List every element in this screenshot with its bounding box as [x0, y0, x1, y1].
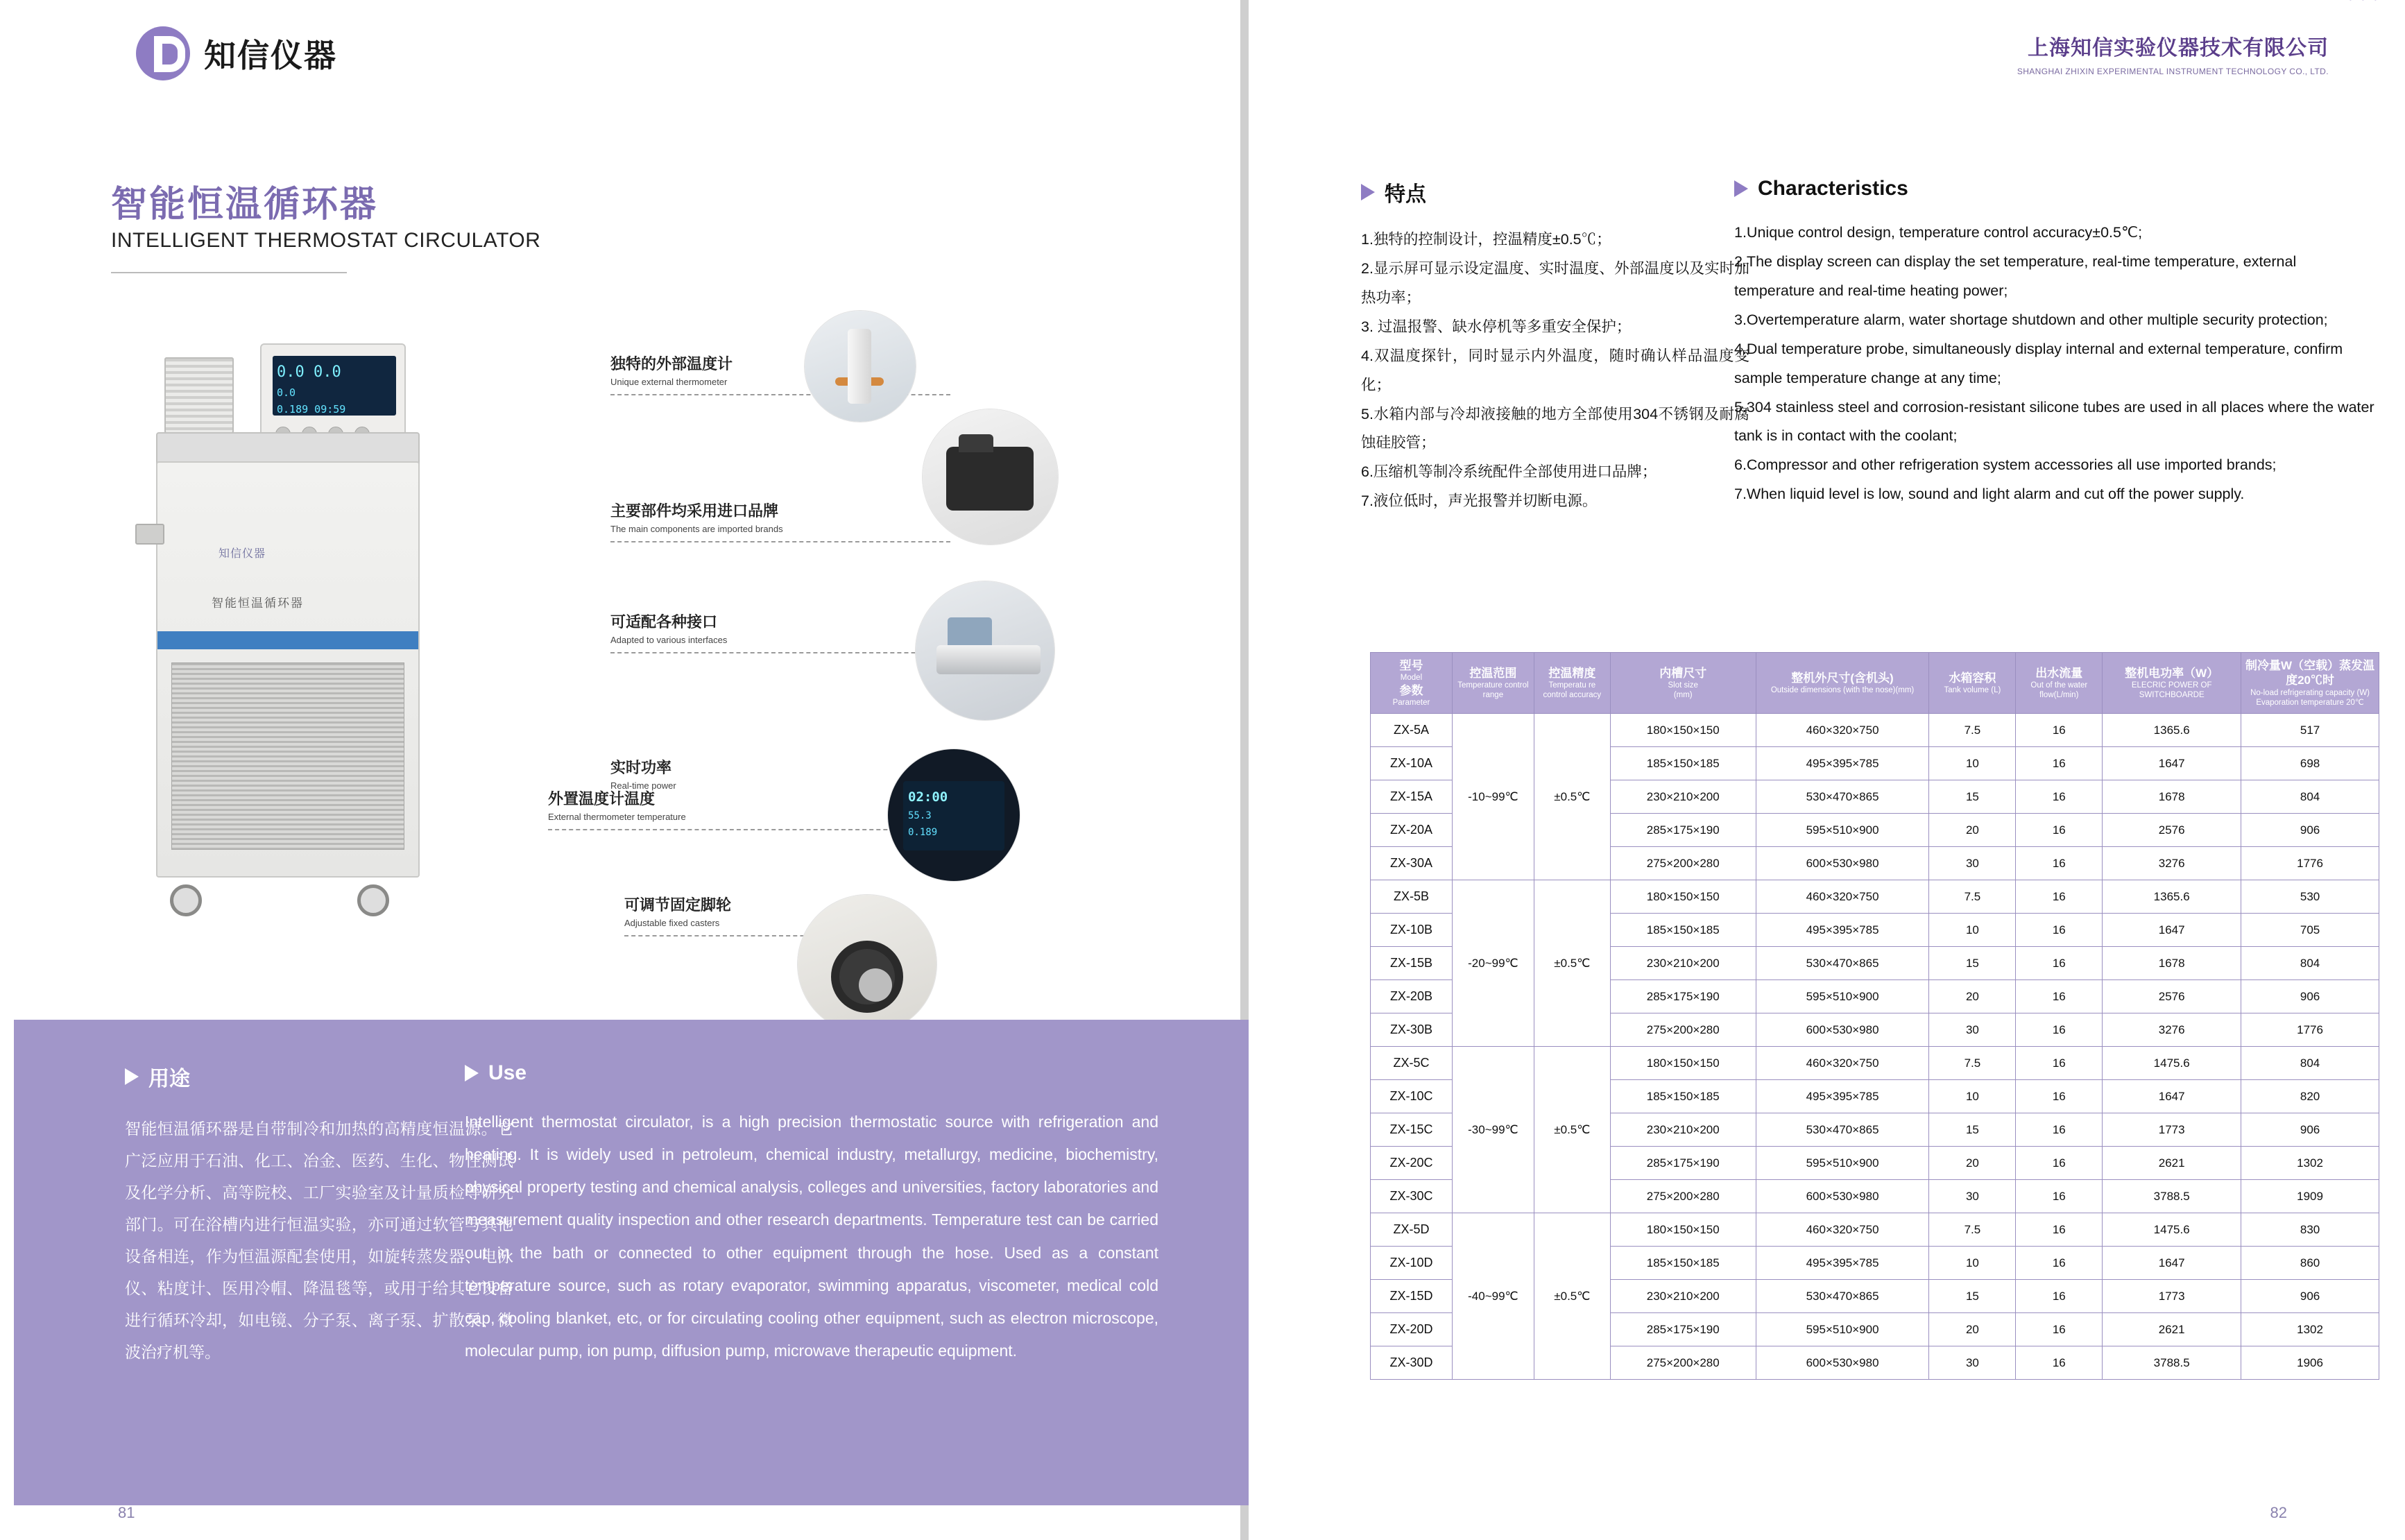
- cell-cooling-capacity: 698: [2241, 747, 2379, 780]
- list-item: 7.液位低时，声光报警并切断电源。: [1361, 493, 1598, 510]
- cell-slot-size: 180×150×150: [1610, 714, 1756, 747]
- cell-cooling-capacity: 906: [2241, 814, 2379, 847]
- cell-accuracy: ±0.5℃: [1534, 1047, 1610, 1213]
- cell-model: ZX-10D: [1371, 1247, 1453, 1280]
- list-item: 1.Unique control design, temperature control accuracy±0.5℃;: [1734, 224, 2143, 241]
- use-column-cn: [125, 1061, 513, 1368]
- cell-outside-dimensions: 460×320×750: [1756, 714, 1929, 747]
- cell-outside-dimensions: 595×510×900: [1756, 1147, 1929, 1180]
- features-cn-heading-label: 特点: [1385, 183, 1426, 206]
- company-name-cn: 上海知信实验仪器技术有限公司: [2028, 37, 2329, 60]
- product-illustration: [128, 316, 461, 926]
- features-en-heading: [1734, 177, 2393, 200]
- cell-tank-volume: 30: [1929, 1180, 2016, 1213]
- cell-water-flow: 16: [2016, 714, 2103, 747]
- cell-water-flow: 16: [2016, 1247, 2103, 1280]
- list-item: 2.The display screen can display the set temperature, real-time temperature, external: [1734, 253, 2297, 270]
- col-flow: [2016, 653, 2103, 714]
- list-item: tank is in contact with the coolant;: [1734, 427, 1958, 445]
- page-number-right: 82: [2270, 1504, 2287, 1521]
- cell-tank-volume: 10: [1929, 1080, 2016, 1113]
- cell-slot-size: 275×200×280: [1610, 1013, 1756, 1047]
- cell-water-flow: 16: [2016, 1313, 2103, 1346]
- cell-water-flow: 16: [2016, 1047, 2103, 1080]
- corner-decoration: [2322, 0, 2405, 83]
- cell-model: ZX-15B: [1371, 947, 1453, 980]
- cell-tank-volume: 20: [1929, 1313, 2016, 1346]
- cell-model: ZX-20D: [1371, 1313, 1453, 1346]
- cell-slot-size: 230×210×200: [1610, 1280, 1756, 1313]
- cell-electric-power: 1475.6: [2103, 1213, 2241, 1247]
- cell-outside-dimensions: 495×395×785: [1756, 747, 1929, 780]
- cell-water-flow: 16: [2016, 980, 2103, 1013]
- cell-model: ZX-20C: [1371, 1147, 1453, 1180]
- photo-interfaces: [916, 581, 1054, 720]
- cell-outside-dimensions: 595×510×900: [1756, 1313, 1929, 1346]
- cell-outside-dimensions: 495×395×785: [1756, 914, 1929, 947]
- callout-label-cn: 独特的外部温度计: [610, 355, 733, 373]
- col-accuracy-cn: 控温精度: [1548, 666, 1596, 680]
- callout-label-cn: 主要部件均采用进口品牌: [610, 502, 779, 520]
- cell-model: ZX-10A: [1371, 747, 1453, 780]
- cell-water-flow: 16: [2016, 1280, 2103, 1313]
- triangle-bullet-icon: [465, 1065, 479, 1081]
- cell-water-flow: 16: [2016, 947, 2103, 980]
- callout-leader-line: [624, 935, 832, 936]
- col-tank-cn: 水箱容积: [1949, 671, 1996, 685]
- cell-electric-power: 1647: [2103, 747, 2241, 780]
- photo-display-screen: [888, 749, 1020, 881]
- col-cooling-cn: 制冷量W（空载）蒸发温度20℃时: [2245, 659, 2375, 687]
- cell-tank-volume: 7.5: [1929, 1047, 2016, 1080]
- cell-tank-volume: 15: [1929, 947, 2016, 980]
- cell-outside-dimensions: 530×470×865: [1756, 1280, 1929, 1313]
- cell-tank-volume: 10: [1929, 747, 2016, 780]
- cell-model: ZX-30C: [1371, 1180, 1453, 1213]
- list-item: temperature and real-time heating power;: [1734, 282, 2008, 299]
- cell-slot-size: 180×150×150: [1610, 1047, 1756, 1080]
- cell-model: ZX-5D: [1371, 1213, 1453, 1247]
- cell-water-flow: 16: [2016, 1147, 2103, 1180]
- photo-caster: [798, 895, 936, 1034]
- table-header-row: [1371, 653, 2379, 714]
- table-header: [1371, 653, 2379, 714]
- cell-electric-power: 2621: [2103, 1313, 2241, 1346]
- cell-cooling-capacity: 1776: [2241, 847, 2379, 880]
- callout-label-en: Adapted to various interfaces: [610, 635, 728, 645]
- cell-slot-size: 275×200×280: [1610, 1180, 1756, 1213]
- callout-realtime-power: [610, 756, 676, 791]
- features-en: [1734, 177, 2393, 509]
- cell-tank-volume: 30: [1929, 1013, 2016, 1047]
- col-model-cn: 型号: [1399, 659, 1423, 672]
- cell-outside-dimensions: 460×320×750: [1756, 1047, 1929, 1080]
- callout-interfaces: [610, 610, 950, 653]
- callout-label-en: Real-time power: [610, 780, 676, 791]
- cell-water-flow: 16: [2016, 1080, 2103, 1113]
- table-row: [1371, 880, 2379, 914]
- company-name-en: SHANGHAI ZHIXIN EXPERIMENTAL INSTRUMENT TECHNOLOGY CO., LTD.: [2017, 67, 2329, 76]
- col-cooling: [2241, 653, 2379, 714]
- cell-cooling-capacity: 705: [2241, 914, 2379, 947]
- callout-label-en: The main components are imported brands: [610, 524, 783, 534]
- use-heading-en: [465, 1061, 1158, 1085]
- col-range: [1452, 653, 1534, 714]
- cell-electric-power: 1773: [2103, 1280, 2241, 1313]
- brand-logo: [136, 26, 337, 80]
- cell-electric-power: 1678: [2103, 947, 2241, 980]
- photo-external-thermometer: [805, 311, 916, 422]
- cell-tank-volume: 30: [1929, 1346, 2016, 1380]
- callout-leader-line: [610, 541, 950, 542]
- callout-casters: [624, 893, 832, 936]
- cell-electric-power: 1647: [2103, 1247, 2241, 1280]
- cell-cooling-capacity: 517: [2241, 714, 2379, 747]
- col-tank-en: Tank volume (L): [1944, 686, 2001, 695]
- use-heading-cn-label: 用途: [148, 1068, 190, 1090]
- list-item: 5.水箱内部与冷却液接触的地方全部使用304不锈钢及耐腐蚀硅胶管；: [1361, 405, 1749, 452]
- cell-slot-size: 285×175×190: [1610, 980, 1756, 1013]
- features-en-heading-label: Characteristics: [1758, 177, 1908, 200]
- cell-cooling-capacity: 530: [2241, 880, 2379, 914]
- product-brand-label: 知信仪器: [219, 548, 266, 560]
- cell-electric-power: 3788.5: [2103, 1180, 2241, 1213]
- cell-model: ZX-20B: [1371, 980, 1453, 1013]
- cell-electric-power: 1475.6: [2103, 1047, 2241, 1080]
- cell-tank-volume: 15: [1929, 780, 2016, 814]
- cell-model: ZX-5A: [1371, 714, 1453, 747]
- cell-slot-size: 185×150×185: [1610, 1247, 1756, 1280]
- callout-leader-line: [610, 652, 950, 653]
- specification-table: [1370, 652, 2379, 1380]
- callout-label-cn: 实时功率: [610, 759, 672, 776]
- cell-tank-volume: 15: [1929, 1280, 2016, 1313]
- photo-compressor: [923, 409, 1058, 545]
- cell-electric-power: 1365.6: [2103, 714, 2241, 747]
- cell-tank-volume: 7.5: [1929, 714, 2016, 747]
- product-grill: [171, 662, 404, 850]
- list-item: 3.Overtemperature alarm, water shortage shutdown and other multiple security protection;: [1734, 311, 2328, 328]
- display-line-3: 0.189 09:59: [277, 403, 346, 416]
- list-item: 7.When liquid level is low, sound and light alarm and cut off the power supply.: [1734, 486, 2245, 503]
- col-flow-en: Out of the water flow(L/min): [2030, 681, 2088, 700]
- cell-model: ZX-15C: [1371, 1113, 1453, 1147]
- triangle-bullet-icon: [1361, 184, 1375, 200]
- cell-cooling-capacity: 906: [2241, 1113, 2379, 1147]
- col-model-cn2: 参数: [1399, 683, 1423, 697]
- cell-cooling-capacity: 860: [2241, 1247, 2379, 1280]
- cell-slot-size: 185×150×185: [1610, 747, 1756, 780]
- cell-electric-power: 2621: [2103, 1147, 2241, 1180]
- cell-cooling-capacity: 830: [2241, 1213, 2379, 1247]
- cell-model: ZX-30B: [1371, 1013, 1453, 1047]
- display-line-2: 0.0: [277, 386, 296, 400]
- cell-water-flow: 16: [2016, 1346, 2103, 1380]
- list-item: sample temperature change at any time;: [1734, 369, 2001, 386]
- thermo-line-3: 0.189: [908, 827, 938, 839]
- brand-name: 知信仪器: [204, 37, 337, 74]
- product-panel-label: 智能恒温循环器: [212, 597, 304, 610]
- cell-cooling-capacity: 906: [2241, 1280, 2379, 1313]
- use-heading-en-label: Use: [488, 1061, 527, 1084]
- cell-cooling-capacity: 1776: [2241, 1013, 2379, 1047]
- col-model: [1371, 653, 1453, 714]
- cell-temperature-range: -20~99℃: [1452, 880, 1534, 1047]
- cell-temperature-range: -10~99℃: [1452, 714, 1534, 880]
- cell-outside-dimensions: 530×470×865: [1756, 947, 1929, 980]
- product-blue-stripe: [157, 631, 418, 649]
- cell-cooling-capacity: 804: [2241, 780, 2379, 814]
- cell-outside-dimensions: 600×530×980: [1756, 847, 1929, 880]
- cell-electric-power: 3788.5: [2103, 1346, 2241, 1380]
- cell-water-flow: 16: [2016, 780, 2103, 814]
- cell-electric-power: 1365.6: [2103, 880, 2241, 914]
- col-outside-cn: 整机外尺寸(含机头): [1791, 671, 1894, 685]
- list-item: 4.双温度探针，同时显示内外温度，随时确认样品温度变化；: [1361, 347, 1749, 393]
- col-slot: [1610, 653, 1756, 714]
- col-model-en2: Parameter: [1392, 698, 1430, 707]
- use-body-cn: 智能恒温循环器是自带制冷和加热的高精度恒温源。它广泛应用于石油、化工、冶金、医药、生化、物性测试及化学分析、高等院校、工厂实验室及计量质检等研究部门。可在浴槽内进行恒温实验，亦可通过软管与其他设备相连，作为恒温源配套使用，如旋转蒸发器、电泳仪、粘度计、医用冷帽、降温毯等，或用于给其它设备进行循环冷却，如电镜、分子泵、离子泵、扩散泵、微波治疗机等。: [125, 1120, 513, 1361]
- col-slot-en: Slot size (mm): [1668, 681, 1698, 700]
- col-cooling-en: No-load refrigerating capacity (W) Evaporation temperature 20℃: [2250, 688, 2370, 707]
- cell-outside-dimensions: 530×470×865: [1756, 1113, 1929, 1147]
- cell-model: ZX-15D: [1371, 1280, 1453, 1313]
- cell-model: ZX-15A: [1371, 780, 1453, 814]
- use-section: [14, 1020, 1263, 1505]
- cell-model: ZX-30A: [1371, 847, 1453, 880]
- product-outlet-pipe: [135, 524, 164, 545]
- cell-slot-size: 230×210×200: [1610, 1113, 1756, 1147]
- cell-slot-size: 185×150×185: [1610, 914, 1756, 947]
- cell-temperature-range: -40~99℃: [1452, 1213, 1534, 1380]
- col-power: [2103, 653, 2241, 714]
- cell-outside-dimensions: 460×320×750: [1756, 880, 1929, 914]
- cell-slot-size: 275×200×280: [1610, 1346, 1756, 1380]
- cell-slot-size: 180×150×150: [1610, 880, 1756, 914]
- page-title-cn: 智能恒温循环器: [111, 185, 379, 225]
- col-slot-cn: 内槽尺寸: [1659, 666, 1707, 680]
- product-caster-left: [170, 884, 202, 916]
- cell-water-flow: 16: [2016, 880, 2103, 914]
- cell-model: ZX-20A: [1371, 814, 1453, 847]
- triangle-bullet-icon: [125, 1068, 139, 1085]
- cell-cooling-capacity: 804: [2241, 947, 2379, 980]
- col-range-cn: 控温范围: [1469, 666, 1517, 680]
- cell-electric-power: 3276: [2103, 1013, 2241, 1047]
- thermo-line-1: 02:00: [908, 789, 948, 805]
- page-number-left: 81: [118, 1504, 135, 1521]
- triangle-bullet-icon: [1734, 180, 1748, 197]
- cell-cooling-capacity: 820: [2241, 1080, 2379, 1113]
- list-item: 4.Dual temperature probe, simultaneously display internal and external temperature, confirm: [1734, 340, 2343, 357]
- cell-slot-size: 185×150×185: [1610, 1080, 1756, 1113]
- col-tank: [1929, 653, 2016, 714]
- cell-tank-volume: 10: [1929, 1247, 2016, 1280]
- cell-outside-dimensions: 595×510×900: [1756, 980, 1929, 1013]
- cell-tank-volume: 30: [1929, 847, 2016, 880]
- cell-model: ZX-5B: [1371, 880, 1453, 914]
- cell-tank-volume: 20: [1929, 980, 2016, 1013]
- list-item: 1.独特的控制设计，控温精度±0.5℃；: [1361, 231, 1611, 248]
- cell-electric-power: 3276: [2103, 847, 2241, 880]
- cell-model: ZX-30D: [1371, 1346, 1453, 1380]
- cell-slot-size: 230×210×200: [1610, 947, 1756, 980]
- cell-water-flow: 16: [2016, 814, 2103, 847]
- list-item: 5.304 stainless steel and corrosion-resistant silicone tubes are used in all places where the water: [1734, 398, 2374, 416]
- cell-slot-size: 230×210×200: [1610, 780, 1756, 814]
- cell-cooling-capacity: 906: [2241, 980, 2379, 1013]
- features-cn-heading: [1361, 177, 1749, 207]
- product-vent: [164, 357, 234, 434]
- callout-label-en: External thermometer temperature: [548, 812, 686, 822]
- cell-outside-dimensions: 595×510×900: [1756, 814, 1929, 847]
- cell-electric-power: 2576: [2103, 814, 2241, 847]
- callout-label-en: Unique external thermometer: [610, 377, 728, 387]
- cell-water-flow: 16: [2016, 914, 2103, 947]
- use-heading-cn: [125, 1061, 513, 1092]
- features-cn: [1361, 177, 1749, 516]
- cell-electric-power: 2576: [2103, 980, 2241, 1013]
- cell-accuracy: ±0.5℃: [1534, 1213, 1610, 1380]
- use-body-en: Intelligent thermostat circulator, is a high precision thermostatic source with refrigeration and heating. It is widely used in petroleum, chemical industry, metallurgy, medicine, biochemistry, physical property testing and chemical analysis, colleges and universities, factory laboratories and measurement quality inspection and other research departments. Temperature test can be carried out in the bath or connected to other equipment through the hose. Used as a constant temperature source, such as rotary evaporator, swimming apparatus, viscometer, medical cold cap, cooling blanket, etc, or for circulating cooling other equipment, such as electron microscope, molecular pump, ion pump, diffusion pump, microwave therapeutic equipment.: [465, 1113, 1158, 1360]
- table-row: [1371, 1213, 2379, 1247]
- col-accuracy: [1534, 653, 1610, 714]
- cell-slot-size: 285×175×190: [1610, 814, 1756, 847]
- col-power-en: ELECRIC POWER OF SWITCHBOARDE: [2131, 681, 2212, 700]
- page-title-en: INTELLIGENT THERMOSTAT CIRCULATOR: [111, 229, 541, 252]
- cell-tank-volume: 20: [1929, 814, 2016, 847]
- title-divider: [111, 272, 347, 273]
- cell-electric-power: 1647: [2103, 914, 2241, 947]
- cell-slot-size: 180×150×150: [1610, 1213, 1756, 1247]
- thermo-line-2: 55.3: [908, 810, 932, 822]
- col-power-cn: 整机电功率（W）: [2125, 666, 2219, 680]
- callout-label-cn: 可适配各种接口: [610, 613, 718, 631]
- cell-water-flow: 16: [2016, 1213, 2103, 1247]
- cell-cooling-capacity: 1302: [2241, 1313, 2379, 1346]
- cell-slot-size: 285×175×190: [1610, 1147, 1756, 1180]
- cell-cooling-capacity: 1909: [2241, 1180, 2379, 1213]
- cell-slot-size: 275×200×280: [1610, 847, 1756, 880]
- col-outside-en: Outside dimensions (with the nose)(mm): [1770, 686, 1915, 695]
- cell-water-flow: 16: [2016, 1180, 2103, 1213]
- cell-outside-dimensions: 495×395×785: [1756, 1080, 1929, 1113]
- cell-model: ZX-10B: [1371, 914, 1453, 947]
- product-caster-right: [357, 884, 389, 916]
- right-page: [1249, 0, 2405, 1540]
- list-item: 6.压缩机等制冷系统配件全部使用进口品牌；: [1361, 463, 1657, 481]
- features-en-list: [1734, 219, 2393, 509]
- col-range-en: Temperature control range: [1457, 681, 1529, 700]
- features-cn-list: [1361, 225, 1749, 516]
- cell-outside-dimensions: 600×530×980: [1756, 1180, 1929, 1213]
- cell-cooling-capacity: 1302: [2241, 1147, 2379, 1180]
- list-item: 3. 过温报警、缺水停机等多重安全保护；: [1361, 318, 1632, 335]
- cell-outside-dimensions: 600×530×980: [1756, 1346, 1929, 1380]
- cell-electric-power: 1773: [2103, 1113, 2241, 1147]
- callout-imported-components: [610, 499, 950, 542]
- photo-display-readout: [903, 781, 1004, 850]
- cell-outside-dimensions: 530×470×865: [1756, 780, 1929, 814]
- cell-cooling-capacity: 1906: [2241, 1346, 2379, 1380]
- cell-water-flow: 16: [2016, 1113, 2103, 1147]
- product-top: [156, 432, 420, 465]
- cell-water-flow: 16: [2016, 747, 2103, 780]
- cell-tank-volume: 10: [1929, 914, 2016, 947]
- col-model-en1: Model: [1400, 674, 1423, 683]
- cell-slot-size: 285×175×190: [1610, 1313, 1756, 1346]
- product-display-screen: [273, 356, 396, 416]
- col-accuracy-en: Temperatu re control accuracy: [1543, 681, 1602, 700]
- callout-label-en: Adjustable fixed casters: [624, 918, 720, 928]
- zhixin-logo-icon: [136, 26, 190, 80]
- table-body: [1371, 714, 2379, 1380]
- col-outside: [1756, 653, 1929, 714]
- list-item: 6.Compressor and other refrigeration system accessories all use imported brands;: [1734, 456, 2277, 474]
- cell-electric-power: 1678: [2103, 780, 2241, 814]
- cell-water-flow: 16: [2016, 1013, 2103, 1047]
- callout-label-cn: 可调节固定脚轮: [624, 896, 732, 914]
- cell-outside-dimensions: 460×320×750: [1756, 1213, 1929, 1247]
- cell-outside-dimensions: 495×395×785: [1756, 1247, 1929, 1280]
- cell-model: ZX-10C: [1371, 1080, 1453, 1113]
- cell-cooling-capacity: 804: [2241, 1047, 2379, 1080]
- table-row: [1371, 714, 2379, 747]
- cell-tank-volume: 20: [1929, 1147, 2016, 1180]
- callout-label-cn: 外置温度计温度: [548, 790, 656, 807]
- list-item: 2.显示屏可显示设定温度、实时温度、外部温度以及实时加热功率；: [1361, 259, 1749, 306]
- cell-model: ZX-5C: [1371, 1047, 1453, 1080]
- company-block: [2017, 31, 2329, 76]
- cell-outside-dimensions: 600×530×980: [1756, 1013, 1929, 1047]
- cell-tank-volume: 15: [1929, 1113, 2016, 1147]
- cell-tank-volume: 7.5: [1929, 880, 2016, 914]
- col-flow-cn: 出水流量: [2035, 666, 2083, 680]
- display-line-1: 0.0 0.0: [277, 363, 341, 381]
- cell-temperature-range: -30~99℃: [1452, 1047, 1534, 1213]
- table-row: [1371, 1047, 2379, 1080]
- use-column-en: [465, 1061, 1158, 1367]
- cell-electric-power: 1647: [2103, 1080, 2241, 1113]
- cell-tank-volume: 7.5: [1929, 1213, 2016, 1247]
- cell-water-flow: 16: [2016, 847, 2103, 880]
- cell-accuracy: ±0.5℃: [1534, 714, 1610, 880]
- cell-accuracy: ±0.5℃: [1534, 880, 1610, 1047]
